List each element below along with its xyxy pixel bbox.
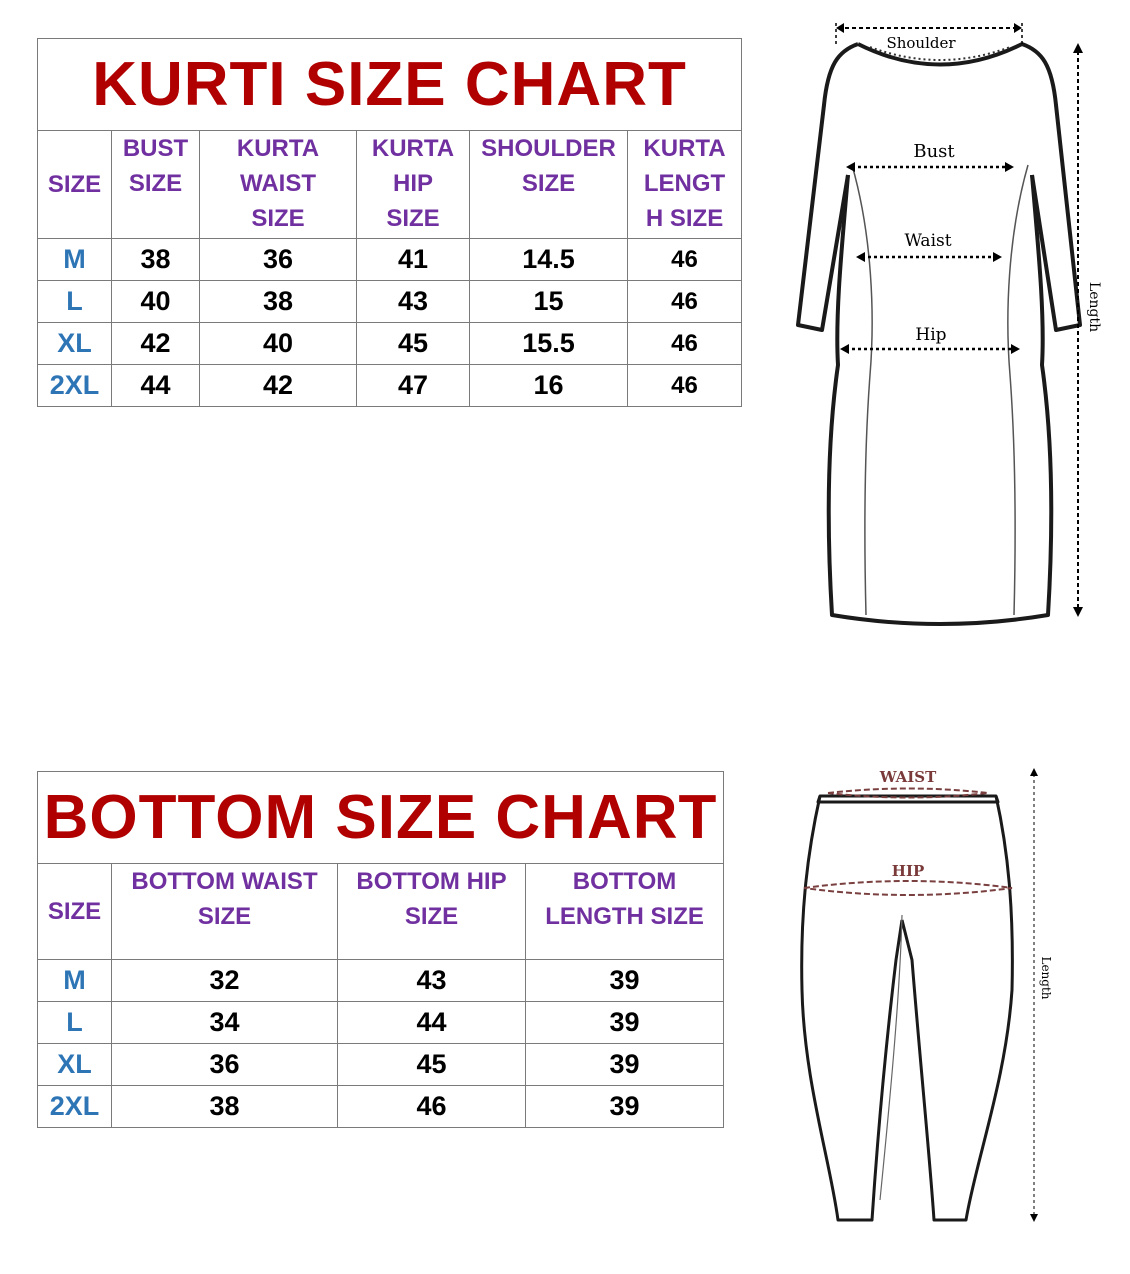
table-row (38, 960, 724, 1002)
length-label: Length (1086, 281, 1102, 333)
length-arrow (1073, 43, 1083, 617)
left-seam (852, 165, 872, 615)
header-size: SIZE (38, 864, 112, 960)
header-bottom-hip-size: BOTTOM HIP SIZE (338, 864, 526, 960)
hip-cell: 45 (357, 323, 470, 365)
waist-cell: 36 (112, 1044, 338, 1086)
length-arrow (1030, 768, 1038, 1222)
size-cell: L (38, 1002, 112, 1044)
header-bust-size: BUST SIZE (112, 131, 200, 239)
header-size: SIZE (38, 131, 112, 239)
table-row (38, 323, 742, 365)
kurti-header-row (38, 131, 742, 239)
table-row (38, 1002, 724, 1044)
bust-cell: 44 (112, 365, 200, 407)
waist-cell: 32 (112, 960, 338, 1002)
waist-cell: 38 (200, 281, 357, 323)
hip-cell: 46 (338, 1086, 526, 1128)
shoulder-cell: 16 (470, 365, 628, 407)
bottom-header-row (38, 864, 724, 960)
waist-arrow (856, 252, 1002, 262)
length-cell: 39 (526, 1086, 724, 1128)
bust-cell: 40 (112, 281, 200, 323)
right-seam (1008, 165, 1028, 615)
table-row (38, 365, 742, 407)
waist-cell: 36 (200, 239, 357, 281)
length-cell: 46 (628, 365, 742, 407)
bust-label: Bust (913, 141, 955, 162)
header-kurta-length-size: KURTA LENGT H SIZE (628, 131, 742, 239)
leggings-outline (802, 796, 1013, 1220)
bust-cell: 42 (112, 323, 200, 365)
hip-cell: 44 (338, 1002, 526, 1044)
length-cell: 39 (526, 1044, 724, 1086)
table-row (38, 239, 742, 281)
header-kurta-hip-size: KURTA HIP SIZE (357, 131, 470, 239)
length-label: Length (1039, 956, 1053, 1000)
hip-cell: 43 (357, 281, 470, 323)
size-cell: XL (38, 1044, 112, 1086)
length-cell: 46 (628, 281, 742, 323)
waist-cell: 40 (200, 323, 357, 365)
bottom-measurement-diagram (780, 760, 1080, 1235)
size-cell: 2XL (38, 1086, 112, 1128)
hip-cell: 47 (357, 365, 470, 407)
shoulder-label: Shoulder (886, 34, 956, 52)
table-row (38, 281, 742, 323)
length-cell: 46 (628, 323, 742, 365)
header-bottom-length-size: BOTTOM LENGTH SIZE (526, 864, 724, 960)
kurti-size-table (37, 38, 742, 407)
bottom-size-table (37, 771, 724, 1128)
length-cell: 39 (526, 960, 724, 1002)
hip-cell: 45 (338, 1044, 526, 1086)
shoulder-cell: 15.5 (470, 323, 628, 365)
size-cell: XL (38, 323, 112, 365)
size-cell: L (38, 281, 112, 323)
header-bottom-waist-size: BOTTOM WAIST SIZE (112, 864, 338, 960)
left-inner-seam (880, 915, 902, 1200)
waist-label: Waist (904, 231, 952, 251)
header-kurta-waist-size: KURTA WAIST SIZE (200, 131, 357, 239)
kurti-measurement-diagram (780, 15, 1110, 640)
waist-cell: 38 (112, 1086, 338, 1128)
hip-cell: 41 (357, 239, 470, 281)
hip-cell: 43 (338, 960, 526, 1002)
header-shoulder-size: SHOULDER SIZE (470, 131, 628, 239)
waist-cell: 42 (200, 365, 357, 407)
table-row (38, 1086, 724, 1128)
bust-arrow (846, 162, 1014, 172)
hip-label: Hip (915, 325, 947, 345)
waist-cell: 34 (112, 1002, 338, 1044)
kurti-chart-title: KURTI SIZE CHART (38, 39, 742, 131)
size-cell: M (38, 960, 112, 1002)
bust-cell: 38 (112, 239, 200, 281)
shoulder-cell: 15 (470, 281, 628, 323)
hip-measure-line (804, 881, 1012, 895)
length-cell: 39 (526, 1002, 724, 1044)
size-cell: M (38, 239, 112, 281)
shoulder-cell: 14.5 (470, 239, 628, 281)
hip-label: HIP (891, 862, 925, 880)
bottom-chart-title: BOTTOM SIZE CHART (38, 772, 724, 864)
waist-label: WAIST (879, 768, 937, 786)
hip-arrow (840, 344, 1020, 354)
size-cell: 2XL (38, 365, 112, 407)
length-cell: 46 (628, 239, 742, 281)
table-row (38, 1044, 724, 1086)
